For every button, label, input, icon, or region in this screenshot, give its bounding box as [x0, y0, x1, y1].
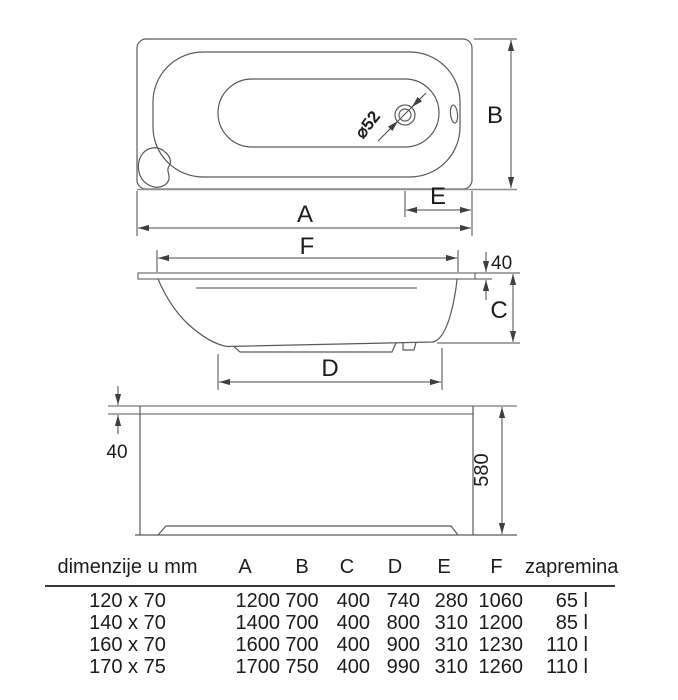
cell-size: 120 x 70	[89, 590, 166, 612]
cell-f: 1060	[478, 590, 523, 612]
table-header-row	[45, 556, 615, 586]
header-dimensions: dimenzije u mm	[45, 556, 210, 586]
headrest-blob	[138, 148, 170, 187]
cell-volume: 65 l	[555, 590, 588, 612]
header-volume: zapremina	[525, 556, 615, 586]
drain-arrow-lower	[388, 121, 398, 131]
cell-d: 740	[386, 590, 420, 612]
cell-c: 400	[336, 612, 370, 634]
label-rim-40: 40	[491, 253, 513, 274]
drain-hole-outer	[395, 105, 415, 125]
front-view	[108, 406, 517, 535]
cell-a: 1700	[235, 656, 280, 678]
cell-f: 1200	[478, 612, 523, 634]
cell-c: 400	[336, 656, 370, 678]
label-f: F	[299, 233, 315, 260]
cell-e: 310	[434, 612, 468, 634]
cell-e: 280	[434, 590, 468, 612]
cell-size: 140 x 70	[89, 612, 166, 634]
header-e: E	[420, 556, 468, 586]
top-view	[137, 39, 517, 190]
plinth	[158, 526, 458, 535]
cell-e: 310	[434, 656, 468, 678]
drain-arrow-upper	[412, 96, 423, 107]
drain-hole-inner	[399, 109, 411, 121]
label-580: 580	[471, 453, 493, 487]
tub-outer-rim	[137, 39, 472, 189]
cell-d: 800	[386, 612, 420, 634]
cell-e: 310	[434, 634, 468, 656]
cell-c: 400	[336, 634, 370, 656]
cell-volume: 85 l	[555, 612, 588, 634]
foot-right	[403, 343, 416, 351]
label-d: D	[321, 355, 339, 382]
cell-b: 700	[285, 590, 319, 612]
cell-b: 700	[285, 634, 319, 656]
header-c: C	[324, 556, 370, 586]
cell-c: 400	[336, 590, 370, 612]
label-b: B	[486, 102, 504, 129]
table-row	[45, 586, 615, 612]
header-a: A	[210, 556, 280, 586]
cell-a: 1600	[235, 634, 280, 656]
front-view-dimensions	[118, 386, 502, 534]
cell-d: 990	[386, 656, 420, 678]
cell-d: 900	[386, 634, 420, 656]
table-row	[45, 656, 615, 678]
cell-b: 700	[285, 612, 319, 634]
table-row	[45, 612, 615, 634]
label-front-40: 40	[106, 442, 128, 463]
cell-size: 170 x 75	[89, 656, 166, 678]
header-b: B	[280, 556, 324, 586]
cell-size: 160 x 70	[89, 634, 166, 656]
cell-volume: 110 l	[546, 656, 588, 678]
rim-slab	[138, 273, 475, 279]
cell-b: 750	[285, 656, 319, 678]
side-view	[138, 273, 475, 352]
label-a: A	[296, 201, 314, 228]
overflow-hole	[450, 105, 459, 124]
cell-a: 1200	[235, 590, 280, 612]
cell-f: 1260	[478, 656, 523, 678]
header-f: F	[468, 556, 525, 586]
label-e: E	[429, 183, 447, 210]
cell-volume: 110 l	[546, 634, 588, 656]
tub-profile	[158, 279, 457, 347]
header-d: D	[370, 556, 420, 586]
table-row	[45, 634, 615, 656]
cell-a: 1400	[235, 612, 280, 634]
top-view-dimensions	[137, 39, 517, 236]
cell-f: 1230	[478, 634, 523, 656]
label-drain-diameter: ⌀52	[351, 107, 385, 142]
tub-inner-rim	[153, 52, 460, 177]
dimensions-table	[45, 556, 619, 678]
label-c: C	[490, 297, 508, 324]
